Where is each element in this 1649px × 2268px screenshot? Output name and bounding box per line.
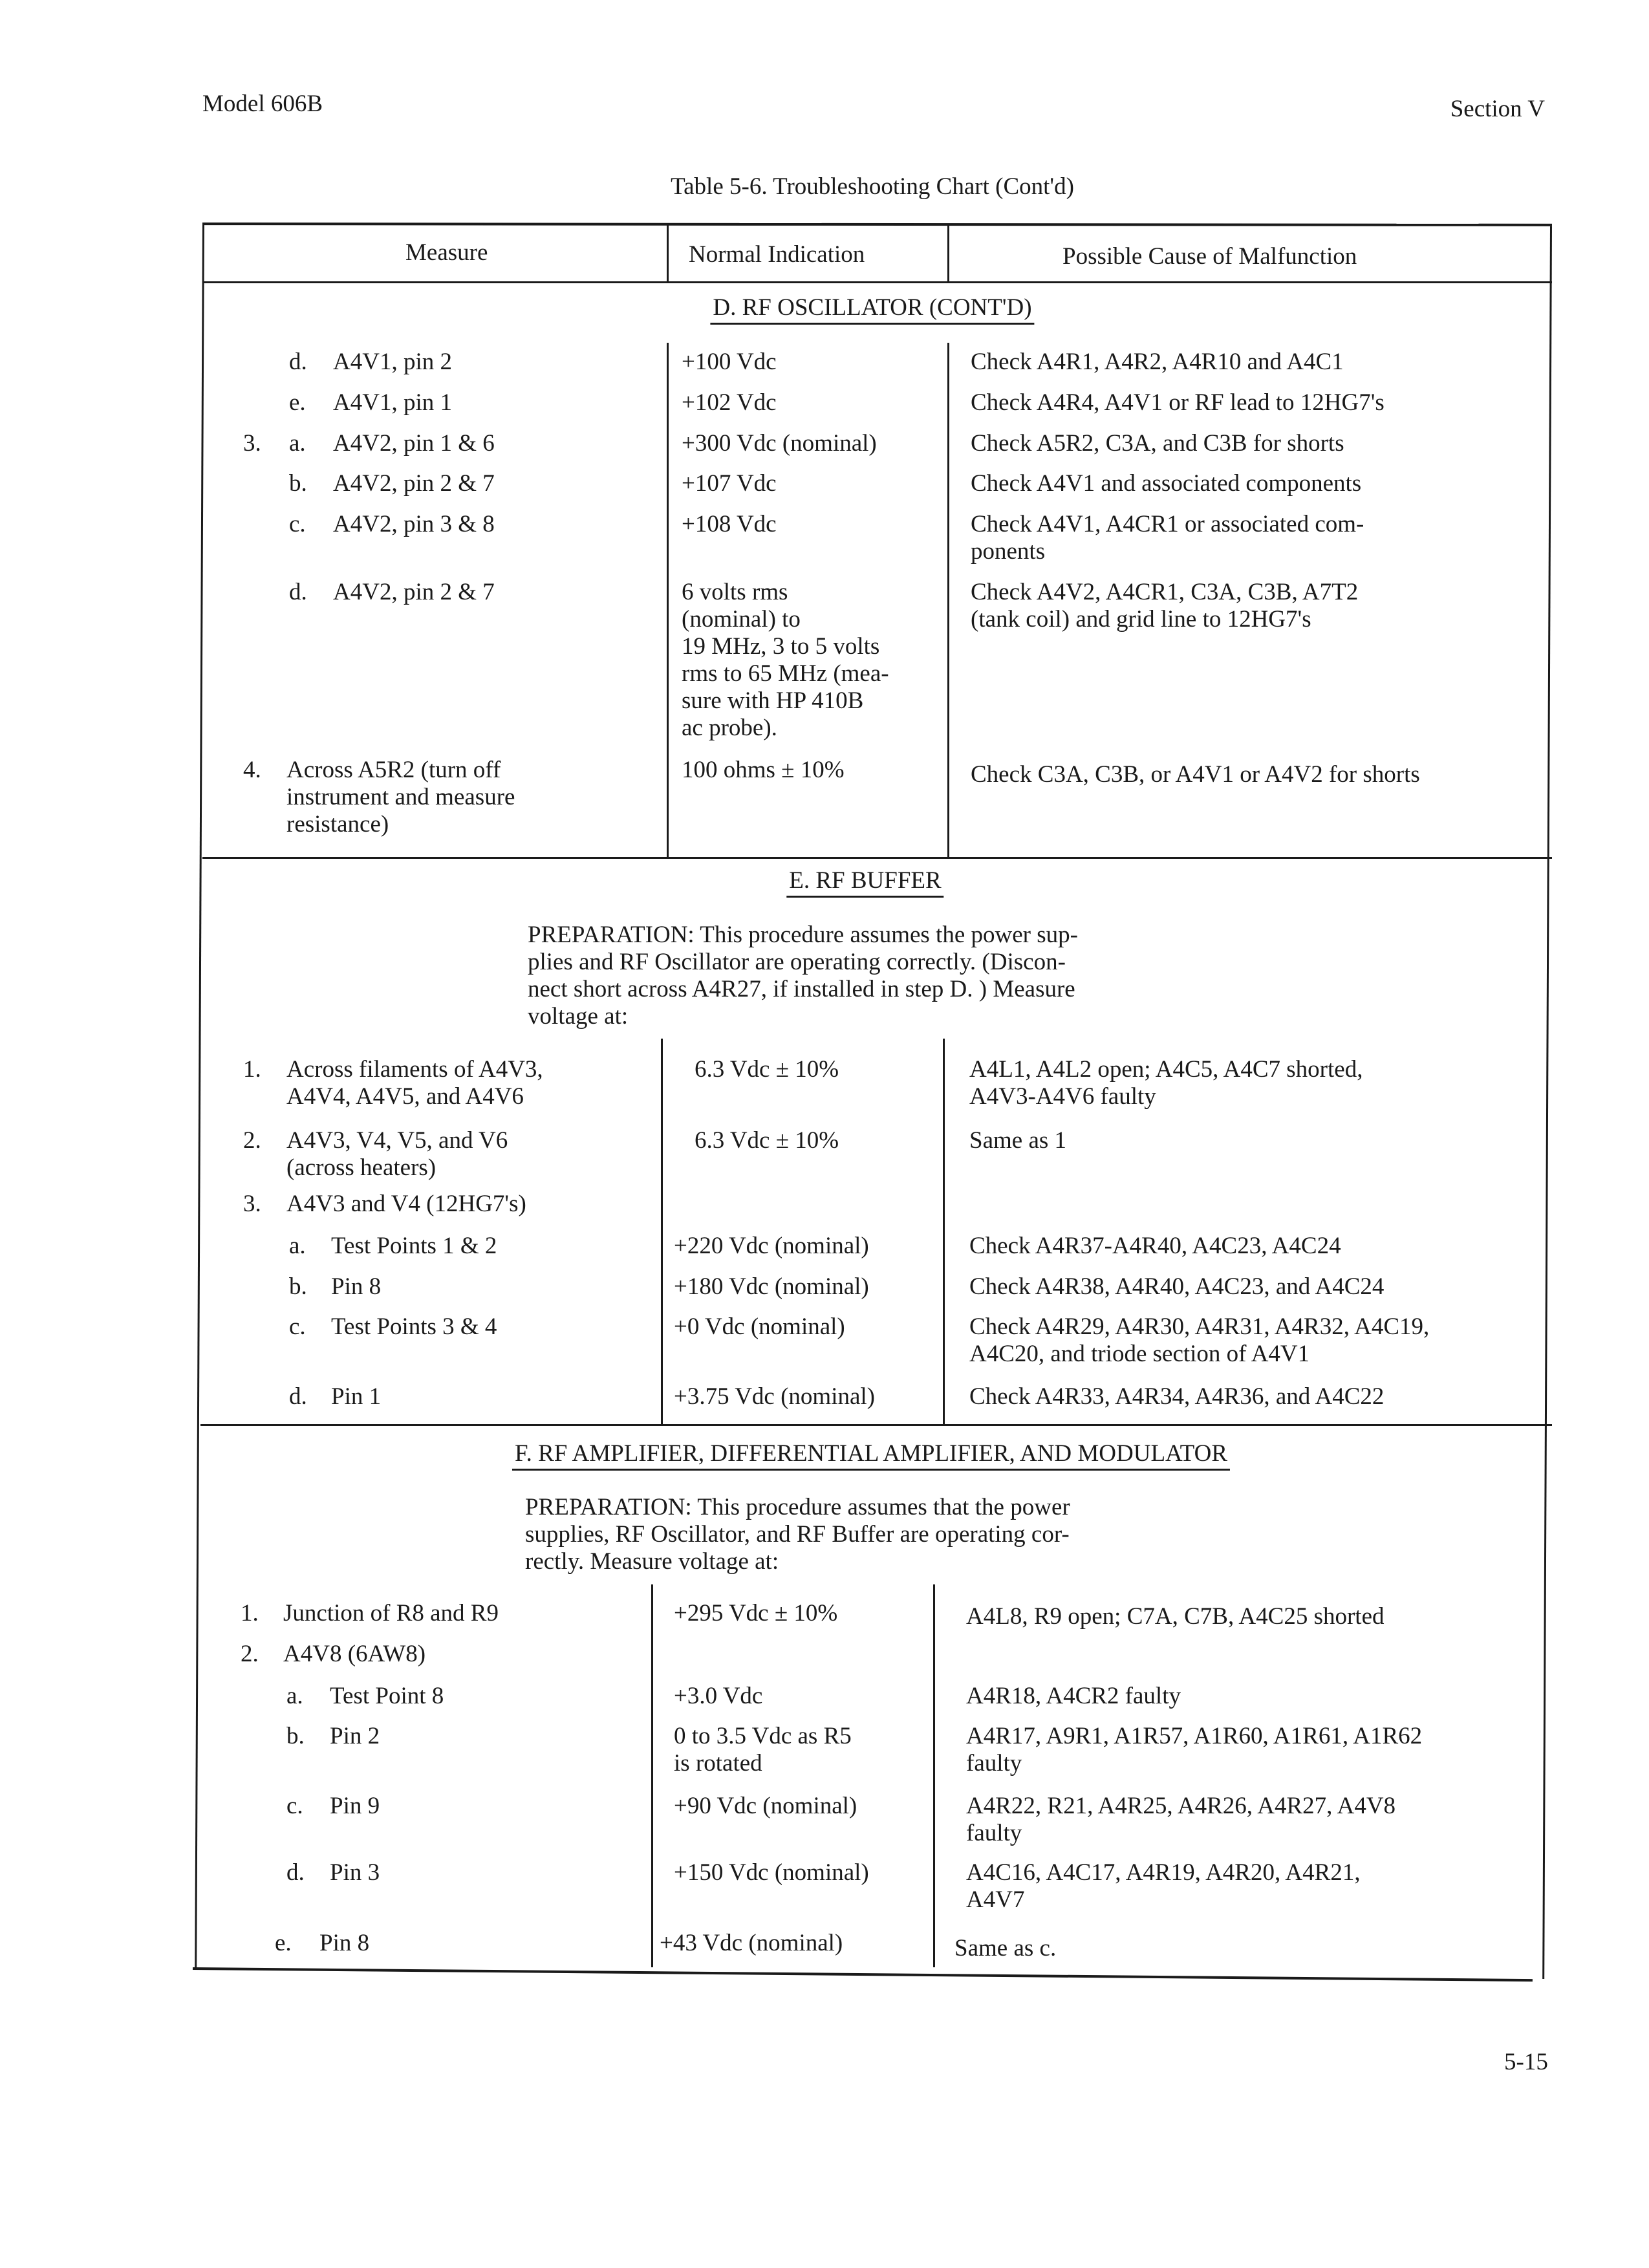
possible-cause-cell: Check A4R38, A4R40, A4C23, and A4C24 (969, 1273, 1385, 1300)
possible-cause-cell: Check C3A, C3B, or A4V1 or A4V2 for shorts (971, 761, 1420, 788)
section-title: F. RF AMPLIFIER, DIFFERENTIAL AMPLIFIER, AND MODULATOR (512, 1440, 1230, 1471)
normal-indication-cell: +100 Vdc (682, 349, 777, 375)
possible-cause-cell: A4R18, A4CR2 faulty (966, 1683, 1181, 1709)
header-divider-2 (947, 224, 949, 283)
normal-indication-cell: +90 Vdc (nominal) (674, 1793, 857, 1819)
measure-cell: A4V1, pin 1 (333, 389, 452, 416)
column-divider-2 (933, 1584, 935, 1967)
measure-cell: A4V3, V4, V5, and V6 (across heaters) (286, 1127, 508, 1181)
row-letter: a. (286, 1683, 303, 1709)
normal-indication-cell: +0 Vdc (nominal) (674, 1313, 845, 1340)
measure-cell: Pin 3 (330, 1859, 380, 1886)
measure-cell: Junction of R8 and R9 (283, 1600, 499, 1626)
column-divider-1 (651, 1584, 653, 1967)
measure-cell: Test Points 1 & 2 (331, 1233, 497, 1259)
measure-cell: A4V2, pin 1 & 6 (333, 430, 495, 457)
normal-indication-cell: +43 Vdc (nominal) (660, 1930, 843, 1956)
row-letter: b. (289, 1273, 307, 1300)
measure-cell: Pin 9 (330, 1793, 380, 1819)
measure-cell: Pin 2 (330, 1723, 380, 1749)
table-title: Table 5-6. Troubleshooting Chart (Cont'd) (671, 173, 1074, 200)
normal-indication-cell: +150 Vdc (nominal) (674, 1859, 869, 1886)
possible-cause-cell: Same as 1 (969, 1127, 1067, 1154)
column-header-measure: Measure (405, 239, 488, 266)
column-divider-2 (943, 1039, 945, 1425)
measure-cell: A4V3 and V4 (12HG7's) (286, 1191, 526, 1217)
possible-cause-cell: Check A4R4, A4V1 or RF lead to 12HG7's (971, 389, 1385, 416)
row-letter: d. (286, 1859, 305, 1886)
measure-cell: Test Points 3 & 4 (331, 1313, 497, 1340)
measure-cell: A4V2, pin 3 & 8 (333, 511, 495, 537)
measure-cell: Across A5R2 (turn off instrument and measure resistance) (286, 757, 515, 837)
row-number: 3. (243, 430, 261, 457)
measure-cell: Test Point 8 (330, 1683, 444, 1709)
possible-cause-cell: Check A4V1 and associated components (971, 470, 1362, 497)
row-letter: e. (289, 389, 306, 416)
row-letter: b. (289, 470, 307, 497)
normal-indication-cell: 6.3 Vdc ± 10% (695, 1127, 839, 1154)
normal-indication-cell: +295 Vdc ± 10% (674, 1600, 838, 1626)
normal-indication-cell: +220 Vdc (nominal) (674, 1233, 869, 1259)
row-letter: e. (275, 1930, 292, 1956)
measure-cell: Pin 1 (331, 1383, 382, 1410)
table-top-border (202, 222, 1552, 226)
possible-cause-cell: Check A4R33, A4R34, A4R36, and A4C22 (969, 1383, 1385, 1410)
section-divider-d-e (202, 857, 1552, 859)
row-letter: c. (286, 1793, 303, 1819)
possible-cause-cell: Check A4R37-A4R40, A4C23, A4C24 (969, 1233, 1341, 1259)
measure-cell: A4V2, pin 2 & 7 (333, 470, 495, 497)
measure-cell: Across filaments of A4V3, A4V4, A4V5, and A4V6 (286, 1056, 543, 1110)
possible-cause-cell: Same as c. (954, 1935, 1057, 1961)
possible-cause-cell: A4C16, A4C17, A4R19, A4R20, A4R21, A4V7 (966, 1859, 1361, 1913)
row-letter: a. (289, 430, 306, 457)
row-letter: c. (289, 1313, 306, 1340)
possible-cause-cell: A4R17, A9R1, A1R57, A1R60, A1R61, A1R62 faulty (966, 1723, 1423, 1777)
column-divider-1 (667, 343, 669, 857)
table-left-border (195, 223, 204, 1969)
model-label: Model 606B (202, 91, 323, 117)
row-number: 4. (243, 757, 261, 783)
section-divider-e-f (200, 1424, 1552, 1426)
preparation-text: PREPARATION: This procedure assumes the power sup- plies and RF Oscillator are operating correctly. (Discon- nect short across A4R27, if installed in step D. ) Measure voltage at: (528, 922, 1078, 1030)
normal-indication-cell: +102 Vdc (682, 389, 777, 416)
normal-indication-cell: 0 to 3.5 Vdc as R5 is rotated (674, 1723, 852, 1777)
row-letter: c. (289, 511, 306, 537)
row-number: 1. (241, 1600, 259, 1626)
normal-indication-cell: +3.75 Vdc (nominal) (674, 1383, 875, 1410)
row-number: 3. (243, 1191, 261, 1217)
column-divider-1 (661, 1039, 663, 1425)
section-label: Section V (1450, 96, 1545, 122)
row-number: 2. (241, 1641, 259, 1667)
column-divider-2 (947, 343, 949, 857)
preparation-text: PREPARATION: This procedure assumes that the power supplies, RF Oscillator, and RF Buffer are operating cor- rectly. Measure voltage at: (525, 1494, 1070, 1575)
measure-cell: A4V8 (6AW8) (283, 1641, 426, 1667)
row-number: 1. (243, 1056, 261, 1083)
measure-cell: A4V1, pin 2 (333, 349, 452, 375)
table-bottom-border (193, 1967, 1533, 1982)
table-right-border (1542, 226, 1552, 1979)
measure-cell: A4V2, pin 2 & 7 (333, 579, 495, 605)
normal-indication-cell: 6 volts rms (nominal) to 19 MHz, 3 to 5 volts rms to 65 MHz (mea- sure with HP 410B ac probe). (682, 579, 889, 741)
possible-cause-cell: A4L8, R9 open; C7A, C7B, A4C25 shorted (966, 1603, 1385, 1630)
row-letter: d. (289, 1383, 307, 1410)
section-title: E. RF BUFFER (786, 867, 943, 898)
possible-cause-cell: Check A4R1, A4R2, A4R10 and A4C1 (971, 349, 1344, 375)
normal-indication-cell: +107 Vdc (682, 470, 777, 497)
possible-cause-cell: A4L1, A4L2 open; A4C5, A4C7 shorted, A4V3-A4V6 faulty (969, 1056, 1363, 1110)
measure-cell: Pin 8 (319, 1930, 370, 1956)
measure-cell: Pin 8 (331, 1273, 382, 1300)
column-header-cause: Possible Cause of Malfunction (1062, 243, 1357, 270)
possible-cause-cell: A4R22, R21, A4R25, A4R26, A4R27, A4V8 faulty (966, 1793, 1396, 1846)
possible-cause-cell: Check A4R29, A4R30, A4R31, A4R32, A4C19, A4C20, and triode section of A4V1 (969, 1313, 1430, 1367)
normal-indication-cell: +3.0 Vdc (674, 1683, 763, 1709)
normal-indication-cell: +180 Vdc (nominal) (674, 1273, 869, 1300)
possible-cause-cell: Check A5R2, C3A, and C3B for shorts (971, 430, 1344, 457)
normal-indication-cell: +108 Vdc (682, 511, 777, 537)
row-letter: a. (289, 1233, 306, 1259)
header-divider-1 (667, 224, 669, 283)
column-header-normal: Normal Indication (689, 241, 865, 268)
row-letter: b. (286, 1723, 305, 1749)
header-bottom-border (202, 281, 1552, 283)
normal-indication-cell: 100 ohms ± 10% (682, 757, 845, 783)
possible-cause-cell: Check A4V1, A4CR1 or associated com- ponents (971, 511, 1364, 565)
row-letter: d. (289, 349, 307, 375)
possible-cause-cell: Check A4V2, A4CR1, C3A, C3B, A7T2 (tank coil) and grid line to 12HG7's (971, 579, 1359, 632)
normal-indication-cell: 6.3 Vdc ± 10% (695, 1056, 839, 1083)
page-number: 5-15 (1504, 2049, 1548, 2075)
normal-indication-cell: +300 Vdc (nominal) (682, 430, 877, 457)
row-letter: d. (289, 579, 307, 605)
row-number: 2. (243, 1127, 261, 1154)
section-title: D. RF OSCILLATOR (CONT'D) (710, 294, 1034, 325)
